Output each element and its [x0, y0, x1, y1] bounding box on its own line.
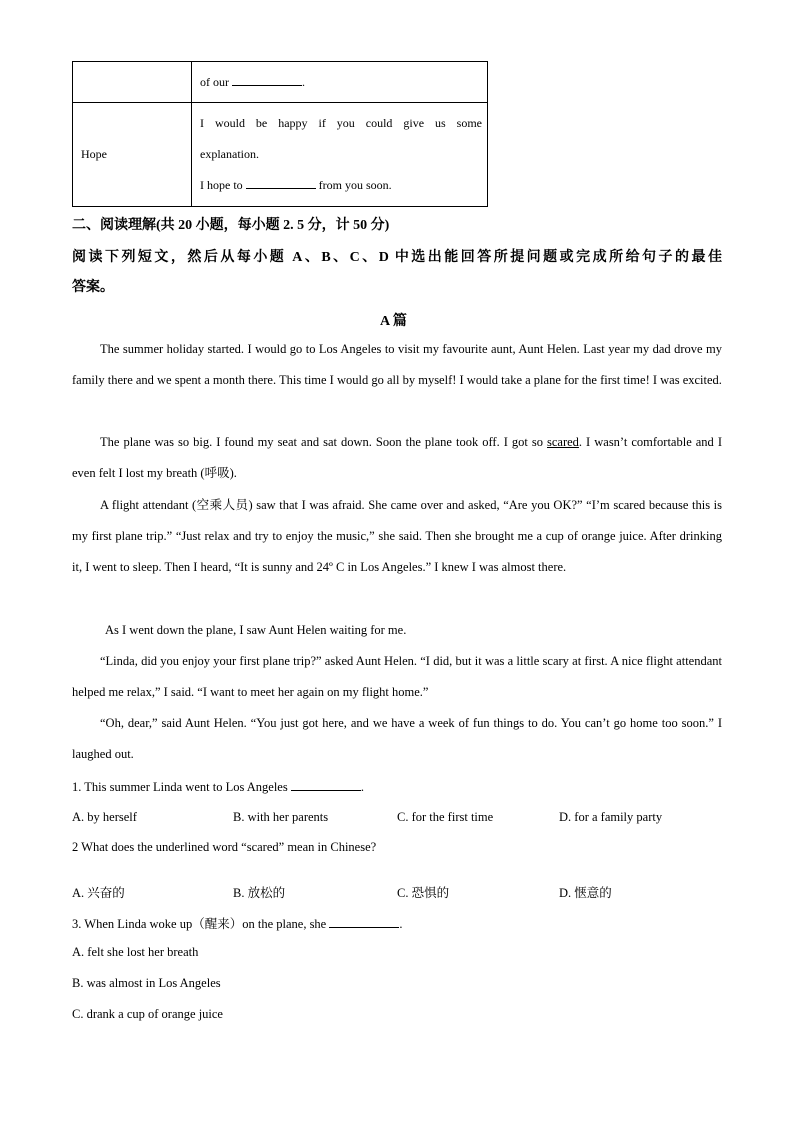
question-2-stem: 2 What does the underlined word “scared” mean in Chinese? [72, 840, 377, 854]
option-a: A. felt she lost her breath [72, 945, 199, 959]
answer-blank [232, 74, 302, 86]
question-1-stem [72, 779, 364, 795]
cell-line [200, 170, 482, 201]
cell-text: of our [200, 75, 229, 89]
option-c: C. 恐惧的 [397, 886, 450, 900]
cell-line: explanation. [200, 147, 259, 161]
instructions-line: 答案。 [72, 280, 114, 295]
section-heading: 二、阅读理解(共 20 小题，每小题 2. 5 分，计 50 分) [72, 218, 390, 233]
writing-outline-table [72, 61, 488, 207]
option-d: D. for a family party [559, 810, 663, 824]
answer-blank [291, 779, 361, 791]
option-c: C. drank a cup of orange juice [72, 1007, 223, 1021]
passage-paragraph: A flight attendant (空乘人员) saw that I was afraid. She came over and asked, “Are you OK?” “I’m scared because this is my first plane trip.” “Just relax and try to enjoy the music,” she said. Then she brought me a cup of orange juice. After drinking it, I went to sleep. Then I heard, “It is sunny and 24º C in Los Angeles.” I knew I was almost there. [72, 498, 722, 574]
option-a: A. 兴奋的 [72, 886, 125, 900]
question-3-stem [72, 914, 402, 932]
answer-blank [246, 177, 316, 189]
passage-title: A 篇 [380, 314, 407, 329]
paragraph-text: The plane was so big. I found my seat and sat down. Soon the plane took off. I got so [100, 435, 547, 449]
option-c: C. for the first time [397, 810, 494, 824]
underlined-word-scared: scared [547, 435, 579, 449]
question-text: 1. This summer Linda went to Los Angeles [72, 780, 288, 794]
cell-text: from you soon. [318, 178, 392, 192]
cell-line: I would be happy if you could give us some [200, 116, 482, 130]
question-text: 3. When Linda woke up（醒来）on the plane, she [72, 917, 327, 931]
option-a: A. by herself [72, 810, 137, 824]
table-row [73, 103, 488, 207]
cell-text: . [302, 75, 305, 89]
answer-blank [329, 916, 399, 928]
cell-text: I hope to [200, 178, 243, 192]
table-cell-label [73, 103, 192, 207]
paragraph-text: . I wasn’t comfortable and I even felt I lost my breath (呼吸). [72, 435, 722, 480]
table-cell [192, 103, 488, 207]
option-b: B. 放松的 [233, 886, 286, 900]
table-cell [192, 62, 488, 103]
passage-paragraph: “Oh, dear,” said Aunt Helen. “You just got here, and we have a week of fun things to do. You can’t go home too soon.” I laughed out. [72, 716, 722, 761]
instructions-line: 阅读下列短文，然后从每小题 A、B、C、D 中选出能回答所提问题或完成所给句子的最佳 [72, 250, 722, 265]
passage-paragraph [72, 427, 722, 489]
passage-paragraph: As I went down the plane, I saw Aunt Helen waiting for me. [105, 623, 407, 637]
row-label-hope: Hope [81, 147, 107, 161]
option-b: B. with her parents [233, 810, 329, 824]
question-text: . [399, 917, 403, 931]
table-row [73, 62, 488, 103]
option-d: D. 惬意的 [559, 886, 612, 900]
table-cell-empty [73, 62, 192, 103]
passage-paragraph: The summer holiday started. I would go to Los Angeles to visit my favourite aunt, Aunt Helen. Last year my dad drove my family there and we spent a month there. This time I would go all by myself! I would take a plane for the first time! I was excited. [72, 342, 722, 387]
question-text: . [360, 780, 364, 794]
option-b: B. was almost in Los Angeles [72, 976, 221, 990]
passage-paragraph: “Linda, did you enjoy your first plane trip?” asked Aunt Helen. “I did, but it was a little scary at first. A nice flight attendant helped me relax,” I said. “I want to meet her again on my flight home.” [72, 654, 722, 699]
